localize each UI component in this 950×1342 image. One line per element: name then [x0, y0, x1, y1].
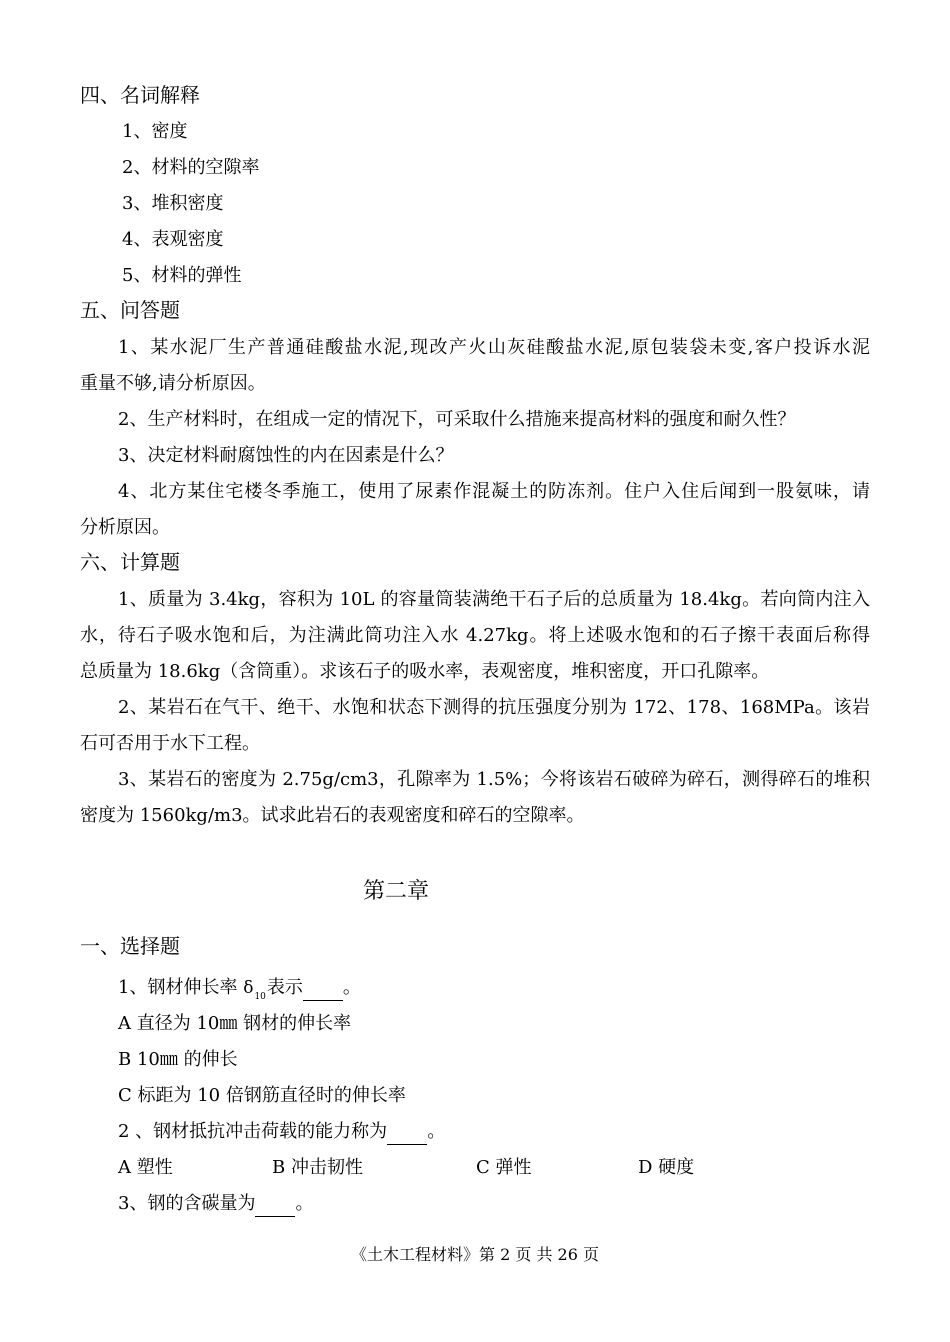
question-4-line-2: 分析原因。 — [80, 517, 170, 538]
choice-question-2-end: 。 — [427, 1121, 446, 1142]
term-item-1: 1、密度 — [122, 121, 188, 142]
answer-blank — [303, 976, 343, 1001]
calc-1-line-3: 总质量为 18.6kg（含筒重）。求该石子的吸水率，表观密度，堆积密度，开口孔隙率。 — [80, 661, 770, 682]
choice-question-1-prefix: 1、钢材伸长率 — [118, 977, 238, 998]
answer-blank — [255, 1192, 295, 1217]
q2-option-b: B 冲击韧性 — [272, 1157, 363, 1178]
page-footer: 《土木工程材料》第 2 页 共 26 页 — [351, 1245, 599, 1264]
choice-question-1 — [118, 976, 361, 1003]
choice-question-3 — [118, 1192, 313, 1217]
answer-blank — [387, 1120, 427, 1145]
q1-option-b: B 10㎜ 的伸长 — [118, 1049, 238, 1070]
choice-question-3-text: 3、钢的含碳量为 — [118, 1193, 256, 1214]
question-4-line-1: 4、北方某住宅楼冬季施工，使用了尿素作混凝土的防冻剂。住户入住后闻到一股氨味，请 — [118, 481, 870, 502]
calc-2-line-1: 2、某岩石在气干、绝干、水饱和状态下测得的抗压强度分别为 172、178、168MPa。该岩 — [118, 697, 870, 718]
term-item-4: 4、表观密度 — [122, 229, 224, 250]
term-item-5: 5、材料的弹性 — [122, 265, 242, 286]
q2-option-c: C 弹性 — [476, 1157, 532, 1178]
term-item-3: 3、堆积密度 — [122, 193, 224, 214]
choice-question-1-suffix: 表示 — [266, 977, 303, 998]
choice-question-1-end: 。 — [342, 977, 361, 998]
choice-question-2-text: 2 、钢材抵抗冲击荷载的能力称为 — [118, 1121, 388, 1142]
q1-option-a: A 直径为 10㎜ 钢材的伸长率 — [118, 1013, 352, 1034]
q2-option-d: D 硬度 — [638, 1157, 695, 1178]
question-2: 2、生产材料时，在组成一定的情况下，可采取什么措施来提高材料的强度和耐久性？ — [118, 409, 796, 430]
calc-1-line-2: 水，待石子吸水饱和后，为注满此筒功注入水 4.27kg。将上述吸水饱和的石子擦干表面后称得 — [80, 625, 870, 646]
chapter-2-section-1-title: 一、选择题 — [80, 934, 180, 958]
delta-subscript: 10 — [254, 992, 266, 1002]
delta-symbol: δ — [243, 978, 254, 998]
section-6-title: 六、计算题 — [80, 550, 180, 574]
term-item-2: 2、材料的空隙率 — [122, 157, 260, 178]
calc-2-line-2: 石可否用于水下工程。 — [80, 733, 260, 754]
calc-1-line-1: 1、质量为 3.4kg，容积为 10L 的容量筒装满绝干石子后的总质量为 18.4kg。若向筒内注入 — [118, 589, 870, 610]
question-3: 3、决定材料耐腐蚀性的内在因素是什么？ — [118, 445, 454, 466]
calc-3-line-1: 3、某岩石的密度为 2.75g/cm3，孔隙率为 1.5%；今将该岩石破碎为碎石，测得碎石的堆积 — [118, 769, 870, 790]
choice-question-2 — [118, 1120, 445, 1145]
section-4-title: 四、名词解释 — [80, 83, 200, 107]
section-5-title: 五、问答题 — [80, 298, 180, 322]
q2-option-a: A 塑性 — [118, 1157, 173, 1178]
calc-3-line-2: 密度为 1560kg/m3。试求此岩石的表观密度和碎石的空隙率。 — [80, 805, 585, 826]
question-1-line-2: 重量不够,请分析原因。 — [80, 373, 266, 394]
choice-question-3-end: 。 — [295, 1193, 314, 1214]
question-1-line-1: 1、某水泥厂生产普通硅酸盐水泥,现改产火山灰硅酸盐水泥,原包装袋未变,客户投诉水泥 — [118, 337, 870, 358]
chapter-title: 第二章 — [363, 879, 430, 904]
q1-option-c: C 标距为 10 倍钢筋直径时的伸长率 — [118, 1085, 406, 1106]
